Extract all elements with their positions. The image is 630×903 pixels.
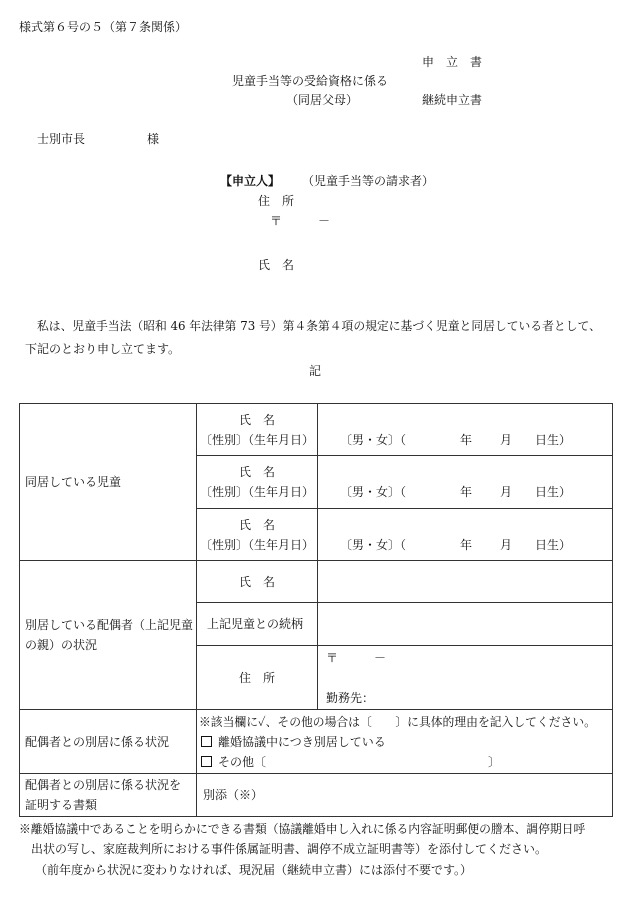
separation-options [197,710,613,774]
spouse-name-label-cell [197,561,318,603]
separation-option-2-label: その他〔 [218,754,267,769]
applicant-postal-dash: － [318,214,331,228]
separation-option-2-close: 〕 [488,754,501,769]
child-sex-value: 〔男・女〕（ [340,537,407,552]
child-month-label: 月 [500,485,513,499]
spouse-label [20,561,197,710]
separation-row [20,710,613,774]
separation-option-2[interactable] [197,752,612,772]
applicant-postal-mark: 〒 [270,214,283,228]
spouse-name-row [20,561,613,603]
child-sex-dob-label: 〔性別〕（生年月日） [199,432,314,447]
children-label: 同居している児童 [20,404,197,561]
spouse-name-label: 氏 名 [238,574,275,589]
applicant-name-label: 氏 名 [258,258,295,272]
statement-line-1: 私は、児童手当法（昭和 46 年法律第 73 号）第４条第４項の規定に基づく児童と同居している者として、 [37,319,601,333]
title-subject: （同居父母） [286,93,359,107]
checkbox-icon[interactable] [201,756,212,767]
addressee-honorific: 様 [147,132,160,146]
application-table [19,403,613,817]
form-number: 様式第６号の５（第７条関係） [19,20,188,34]
spouse-postal-dash: － [374,650,387,665]
title-application: 申 立 書 [422,55,483,69]
child-sex-dob-label: 〔性別〕（生年月日） [199,485,314,499]
applicant-heading-note: （児童手当等の請求者） [302,174,435,188]
child-year-label: 年 [460,537,473,552]
child-year-label: 年 [460,432,473,447]
child-sex-dob-label: 〔性別〕（生年月日） [199,537,314,552]
separation-label: 配偶者との別居に係る状況 [20,710,197,774]
spouse-relation-label-cell [197,603,318,646]
spouse-postal-mark: 〒 [326,650,339,665]
child-value-cell[interactable] [318,509,613,561]
child-field-labels [197,509,318,561]
child-name-label: 氏 名 [238,465,275,479]
applicant-heading: 【申立人】 [220,174,281,188]
spouse-address-label: 住 所 [238,670,275,685]
child-name-label: 氏 名 [238,412,275,427]
child-value-cell[interactable] [318,404,613,456]
child-sex-value: 〔男・女〕（ [340,432,407,447]
proof-value: 別添（※） [197,774,613,817]
ki-heading: 記 [309,364,322,378]
child-day-label: 日生） [535,537,572,552]
spouse-relation-label: 上記児童との続柄 [207,617,304,631]
separation-option-1[interactable] [197,732,612,752]
child-row [20,404,613,456]
title-main: 児童手当等の受給資格に係る [232,74,389,88]
addressee-city: 士別市長 [37,132,86,146]
child-month-label: 月 [500,537,513,552]
child-field-labels [197,404,318,456]
separation-option-1-label: 離婚協議中につき別居している [218,734,386,749]
proof-label-line-2: 証明する書類 [25,798,98,812]
statement-line-2: 下記のとおり申し立てます。 [25,342,181,356]
applicant-address-label: 住 所 [258,194,295,208]
child-day-label: 日生） [535,485,572,499]
spouse-name-value[interactable] [318,561,613,603]
footnote-1-line-1: ※離婚協議中であることを明らかにできる書類（協議離婚申し入れに係る内容証明郵便の謄本、調停期日呼 [19,822,586,836]
spouse-label-line-2: の親）の状況 [25,638,98,652]
proof-row [20,774,613,817]
child-field-labels [197,456,318,509]
child-name-label: 氏 名 [238,517,275,532]
footnote-1-line-2: 出状の写し、家庭裁判所における事件係属証明書、調停不成立証明書等）を添付してください。 [31,842,548,856]
child-month-label: 月 [500,432,513,447]
checkbox-icon[interactable] [201,736,212,747]
child-year-label: 年 [460,485,473,499]
spouse-label-line-1: 別居している配偶者（上記児童 [25,618,194,632]
separation-instruction: ※該当欄に✓、その他の場合は〔 〕に具体的理由を記入してください。 [199,714,596,729]
spouse-address-value[interactable] [318,646,613,710]
spouse-relation-value[interactable] [318,603,613,646]
spouse-address-label-cell [197,646,318,710]
child-day-label: 日生） [535,432,572,447]
footnote-2: （前年度から状況に変わりなければ、現況届（継続申立書）には添付不要です。） [35,863,473,877]
child-value-cell[interactable] [318,456,613,509]
spouse-workplace-label: 勤務先： [326,690,375,705]
proof-label [20,774,197,817]
title-continuation: 継続申立書 [422,93,483,107]
proof-label-line-1: 配偶者との別居に係る状況を [25,778,182,792]
child-sex-value: 〔男・女〕（ [340,485,407,499]
